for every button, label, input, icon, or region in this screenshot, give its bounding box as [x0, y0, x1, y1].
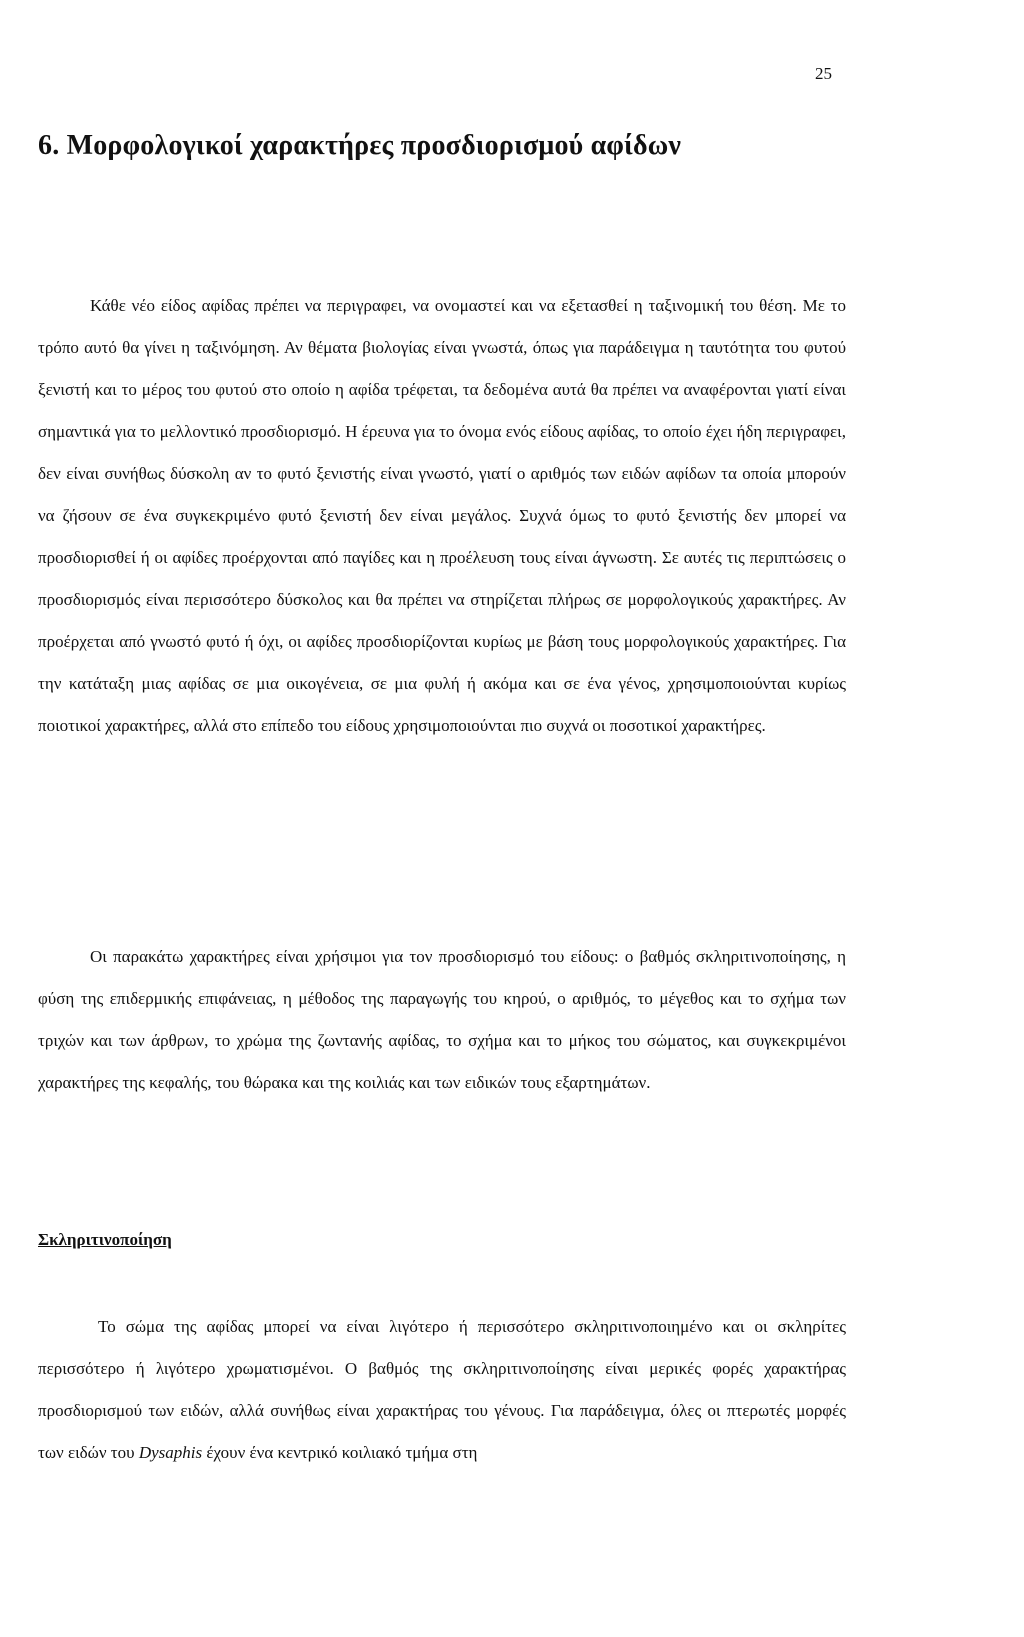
- genus-name: Dysaphis: [138, 1443, 203, 1462]
- chapter-title: 6. Μορφολογικοί χαρακτήρες προσδιορισμού αφίδων: [38, 130, 682, 161]
- section-heading: Σκληριτινοποίηση: [38, 1230, 172, 1249]
- page-number: 25: [815, 64, 832, 83]
- body-paragraph-3: [38, 1306, 846, 1474]
- body-paragraph-2: Οι παρακάτω χαρακτήρες είναι χρήσιμοι για τον προσδιορισμό του είδους: ο βαθμός σκληριτινοποίησης, η φύση της επιδερμικής επιφάνειας, η μέθοδος της παραγωγής του κηρού, ο αριθμός, το μέγεθος και το σχήμα των τριχών και των άρθρων, το χρώμα της ζωντανής αφίδας, το σχήμα και το μήκος του σώματος, και συγκεκριμένοι χαρακτήρες της κεφαλής, του θώρακα και της κοιλιάς και των ειδικών τους εξαρτημάτων.: [38, 947, 846, 1092]
- paragraph-3-text-end: έχουν ένα κεντρικό κοιλιακό τμήμα στη: [202, 1443, 478, 1462]
- body-paragraph-1: Κάθε νέο είδος αφίδας πρέπει να περιγραφει, να ονομαστεί και να εξετασθεί η ταξινομική του θέση. Με το τρόπο αυτό θα γίνει η ταξινόμηση. Αν θέματα βιολογίας είναι γνωστά, όπως για παράδειγμα η ταυτότητα του φυτού ξενιστή και το μέρος του φυτού στο οποίο η αφίδα τρέφεται, τα δεδομένα αυτά θα πρέπει να αναφέρονται γιατί είναι σημαντικά για το μελλοντικό προσδιορισμό. Η έρευνα για το όνομα ενός είδους αφίδας, το οποίο έχει ήδη περιγραφει, δεν είναι συνήθως δύσκολη αν το φυτό ξενιστής είναι γνωστό, γιατί ο αριθμός των ειδών αφίδων τα οποία μπορούν να ζήσουν σε ένα συγκεκριμένο φυτό ξενιστή δεν είναι μεγάλος. Συχνά όμως το φυτό ξενιστής δεν μπορεί να προσδιορισθεί ή οι αφίδες προέρχονται από παγίδες και η προέλευση τους είναι άγνωστη. Σε αυτές τις περιπτώσεις ο προσδιορισμός είναι περισσότερο δύσκολος και θα πρέπει να στηρίζεται πλήρως σε μορφολογικούς χαρακτήρες. Αν προέρχεται από γνωστό φυτό ή όχι, οι αφίδες προσδιορίζονται κυρίως με βάση τους μορφολογικούς χαρακτήρες. Για την κατάταξη μιας αφίδας σε μια οικογένεια, σε μια φυλή ή ακόμα και σε ένα γένος, χρησιμοποιούνται κυρίως ποιοτικοί χαρακτήρες, αλλά στο επίπεδο του είδους χρησιμοποιούνται πιο συχνά οι ποσοτικοί χαρακτήρες.: [38, 296, 846, 735]
- paragraph-3-text-start: Το σώμα της αφίδας μπορεί να είναι λιγότερο ή περισσότερο σκληριτινοποιημένο και οι σκληρίτες περισσότερο ή λιγότερο χρωματισμένοι. Ο βαθμός της σκληριτινοποίησης είναι μερικές φορές χαρακτήρας προσδιορισμού των ειδών, αλλά συνήθως είναι χαρακτήρας του γένους. Για παράδειγμα, όλες οι πτερωτές μορφές των ειδών του: [38, 1317, 846, 1462]
